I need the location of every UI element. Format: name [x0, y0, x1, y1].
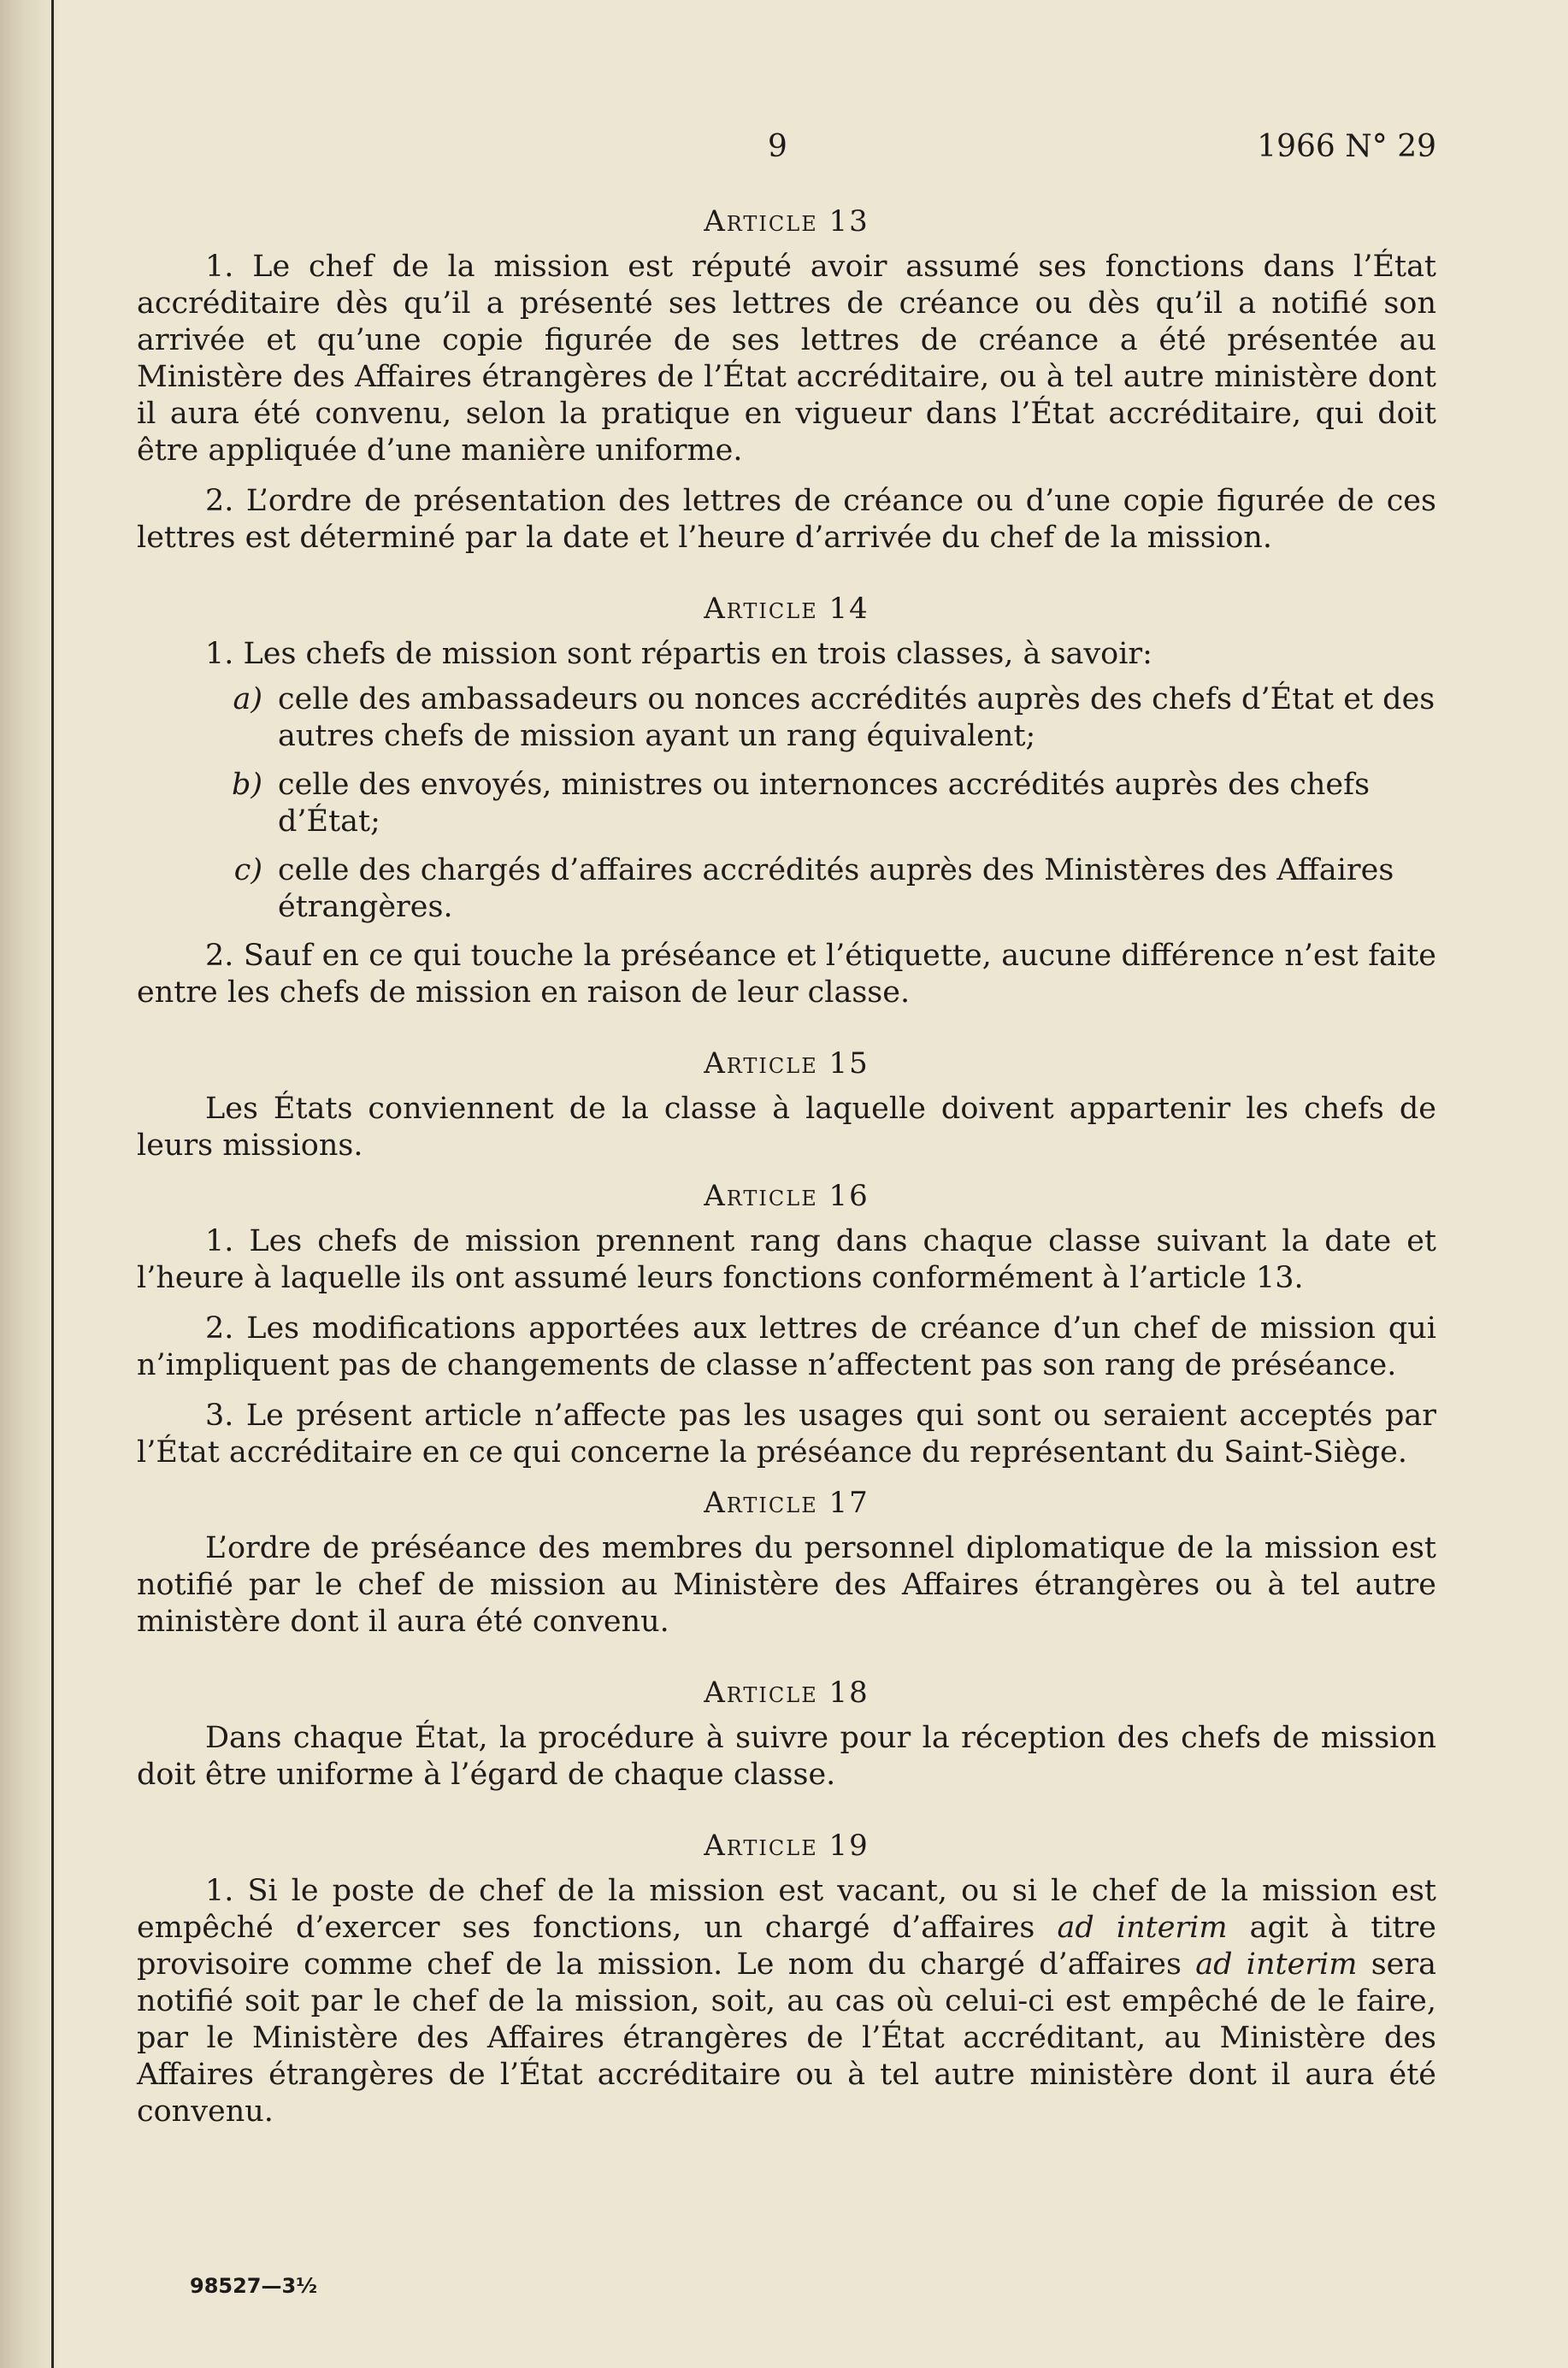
article-19-text-part-3: sera notifié soit par le chef de la mission, soit, au cas où celui-ci est empêché de le faire, par le Ministère des Affaires étrangères de l’État accréditant, au Ministère des Affaires étrangères de l’État accréditaire ou à tel autre ministère dont il aura été convenu. [137, 1947, 1436, 2129]
article-13-paragraph-1: 1. Le chef de la mission est réputé avoir assumé ses fonctions dans l’État accréditaire dès qu’il a présenté ses lettres de créance ou dès qu’il a notifié son arrivée et qu’une copie figurée de ses lettres de créance a été présentée au Ministère des Affaires étrangères de l’État accréditaire, ou à tel autre ministère dont il aura été convenu, selon la pratique en vigueur dans l’État accréditaire, qui doit être appliquée d’une manière uniforme. [137, 250, 1436, 468]
list-item-text: celle des ambassadeurs ou nonces accrédités auprès des chefs d’État et des autres chefs de mission ayant un rang équivalent; [278, 682, 1435, 753]
article-18-title: Article 18 [704, 1676, 869, 1710]
article-16-paragraph-2: 2. Les modifications apportées aux lettres de créance d’un chef de mission qui n’impliquent pas de changements de classe n’affectent pas son rang de préséance. [137, 1311, 1436, 1382]
article-16-paragraph-1: 1. Les chefs de mission prennent rang dans chaque classe suivant la date et l’heure à laquelle ils ont assumé leurs fonctions conformément à l’article 13. [137, 1224, 1436, 1295]
list-item-text: celle des chargés d’affaires accrédités auprès des Ministères des Affaires étrangères. [278, 853, 1394, 924]
document-page [137, 128, 1436, 2144]
article-17-title: Article 17 [704, 1486, 869, 1520]
article-14-paragraph-2: 2. Sauf en ce qui touche la préséance et l’étiquette, aucune différence n’est faite entre les chefs de mission en raison de leur classe. [137, 939, 1436, 1010]
article-19-text-part-1: 1. Si le poste de chef de la mission est vacant, ou si le chef de la mission est empêché d’exercer ses fonctions, un chargé d’affaires [137, 1874, 1436, 1945]
article-17-paragraph-1: L’ordre de préséance des membres du personnel diplomatique de la mission est notifié par le chef de mission au Ministère des Affaires étrangères ou à tel autre ministère dont il aura été convenu. [137, 1531, 1436, 1639]
document-reference: 1966 N° 29 [1257, 129, 1436, 164]
article-19-title: Article 19 [704, 1829, 869, 1863]
article-14-item-c [137, 852, 1436, 926]
article-13-title: Article 13 [704, 204, 869, 239]
list-item-letter: b) [231, 768, 262, 802]
article-14-paragraph-1: 1. Les chefs de mission sont répartis en trois classes, à savoir: [205, 637, 1152, 671]
printer-mark: 98527—3½ [190, 2274, 318, 2298]
article-19-text-part-2: agit à titre provisoire comme chef de la mission. Le nom du chargé d’affaires [137, 1911, 1437, 1982]
list-item-text: celle des envoyés, ministres ou internonces accrédités auprès des chefs d’État; [278, 768, 1371, 839]
list-item-letter: c) [233, 853, 262, 887]
article-16-title: Article 16 [704, 1179, 869, 1213]
article-15-paragraph-1: Les États conviennent de la classe à laquelle doivent appartenir les chefs de leurs missions. [137, 1092, 1436, 1163]
article-14-title: Article 14 [704, 592, 869, 626]
list-item-letter: a) [233, 682, 262, 716]
article-16-paragraph-3: 3. Le présent article n’affecte pas les usages qui sont ou seraient acceptés par l’État accréditaire en ce qui concerne la préséance du représentant du Saint-Siège. [137, 1399, 1436, 1470]
gutter-edge-line [51, 0, 54, 2368]
latin-term-ad-interim: ad interim [1195, 1947, 1358, 1982]
page-number: 9 [768, 129, 787, 164]
article-15-title: Article 15 [704, 1046, 869, 1081]
article-18-paragraph-1: Dans chaque État, la procédure à suivre pour la réception des chefs de mission doit être uniforme à l’égard de chaque classe. [137, 1721, 1436, 1792]
article-13-paragraph-2: 2. L’ordre de présentation des lettres de créance ou d’une copie figurée de ces lettres est déterminé par la date et l’heure d’arrivée du chef de la mission. [137, 484, 1436, 555]
article-14-item-a [137, 681, 1436, 755]
page-header [137, 128, 1436, 180]
latin-term-ad-interim: ad interim [1057, 1911, 1228, 1945]
article-14-item-b [137, 767, 1436, 840]
article-19-paragraph-1 [137, 1873, 1436, 2130]
